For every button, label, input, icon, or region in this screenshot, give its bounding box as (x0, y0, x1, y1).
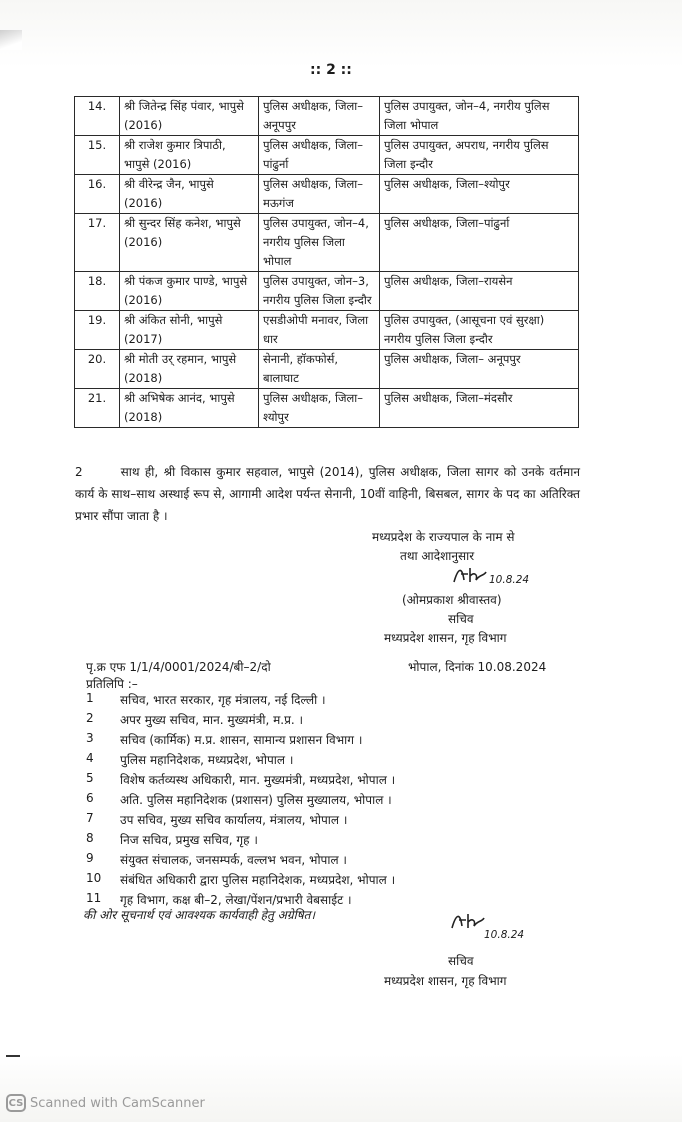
paragraph-text: साथ ही, श्री विकास कुमार सहवाल, भापुसे (2014), पुलिस अधीक्षक, जिला सागर को उनके वर्तमान कार्य के साथ–साथ अस्थाई रूप से, आगामी आदेश पर्यन्त सेनानी, 10वीं वाहिनी, बिसबल, सागर के पद का अतिरिक्त प्रभार सौंपा जाता है । (75, 465, 580, 523)
copy-recipient: पुलिस महानिदेशक, मध्यप्रदेश, भोपाल । (120, 753, 294, 767)
signature-mark-1 (452, 564, 488, 586)
copy-recipient: निज सचिव, प्रमुख सचिव, गृह । (120, 833, 258, 847)
scan-edge-mark (6, 1055, 20, 1057)
copy-number: 4 (86, 751, 94, 765)
officer-name: (ओमप्रकाश श्रीवास्तव) (402, 593, 502, 607)
posting-serial: 15. (75, 136, 120, 175)
new-post-cell: पुलिस अधीक्षक, जिला– अनूपपुर (380, 350, 579, 389)
officer-name-cell: श्री अंकित सोनी, भापुसे (2017) (120, 311, 259, 350)
posting-serial: 18. (75, 272, 120, 311)
current-post-cell: पुलिस अधीक्षक, जिला– अनूपपुर (259, 97, 380, 136)
new-post-cell: पुलिस उपायुक्त, जोन–4, नगरीय पुलिस जिला भोपाल (380, 97, 579, 136)
new-post-cell: पुलिस उपायुक्त, अपराध, नगरीय पुलिस जिला इन्दौर (380, 136, 579, 175)
copy-number: 3 (86, 731, 94, 745)
posting-serial: 21. (75, 389, 120, 428)
copy-recipient: अपर मुख्य सचिव, मान. मुख्यमंत्री, म.प्र. । (120, 713, 304, 727)
table-row (75, 97, 579, 136)
copy-recipient: अति. पुलिस महानिदेशक (प्रशासन) पुलिस मुख्यालय, भोपाल । (120, 793, 392, 807)
new-post-cell: पुलिस अधीक्षक, जिला–मंदसौर (380, 389, 579, 428)
copy-number: 7 (86, 811, 94, 825)
posting-serial: 19. (75, 311, 120, 350)
current-post-cell: पुलिस अधीक्षक, जिला–पांढुर्ना (259, 136, 380, 175)
posting-serial: 20. (75, 350, 120, 389)
copy-recipient: संयुक्त संचालक, जनसम्पर्क, वल्लभ भवन, भोपाल । (120, 853, 347, 867)
officer-name-cell: श्री राजेश कुमार त्रिपाठी, भापुसे (2016) (120, 136, 259, 175)
copy-recipient: सचिव (कार्मिक) म.प्र. शासन, सामान्य प्रशासन विभाग । (120, 733, 363, 747)
bottom-department: मध्यप्रदेश शासन, गृह विभाग (384, 974, 507, 988)
copy-number: 10 (86, 871, 102, 885)
new-post-cell: पुलिस अधीक्षक, जिला–रायसेन (380, 272, 579, 311)
reference-place-date: भोपाल, दिनांक 10.08.2024 (408, 660, 547, 674)
table-row (75, 272, 579, 311)
table-row (75, 350, 579, 389)
new-post-cell: पुलिस अधीक्षक, जिला–श्योपुर (380, 175, 579, 214)
paragraph-number: 2 (75, 465, 83, 479)
officer-designation: सचिव (448, 612, 474, 626)
camscanner-text: Scanned with CamScanner (30, 1095, 205, 1111)
current-post-cell: पुलिस अधीक्षक, जिला–मऊगंज (259, 175, 380, 214)
signature-mark-2 (450, 910, 486, 932)
paragraph-2 (75, 461, 580, 527)
copy-recipient: विशेष कर्तव्यस्थ अधिकारी, मान. मुख्यमंत्री, मध्यप्रदेश, भोपाल । (120, 773, 396, 787)
copy-number: 6 (86, 791, 94, 805)
current-post-cell: सेनानी, हॉकफोर्स, बालाघाट (259, 350, 380, 389)
postings-table-body (75, 97, 579, 428)
new-post-cell: पुलिस उपायुक्त, (आसूचना एवं सुरक्षा) नगरीय पुलिस जिला इन्दौर (380, 311, 579, 350)
copy-number: 8 (86, 831, 94, 845)
table-row (75, 311, 579, 350)
new-post-cell: पुलिस अधीक्षक, जिला–पांढुर्ना (380, 214, 579, 272)
signature-date-1: 10.8.24 (489, 574, 530, 586)
table-row (75, 214, 579, 272)
officer-name-cell: श्री अभिषेक आनंद, भापुसे (2018) (120, 389, 259, 428)
order-by-line2: तथा आदेशानुसार (400, 549, 475, 563)
page-number: :: 2 :: (310, 62, 352, 78)
order-by-line1: मध्यप्रदेश के राज्यपाल के नाम से (372, 530, 515, 544)
copy-recipient: गृह विभाग, कक्ष बी–2, लेखा/पेंशन/प्रभारी वेबसाईट । (120, 893, 352, 907)
table-row (75, 136, 579, 175)
copy-heading: प्रतिलिपि :– (86, 677, 138, 691)
camscanner-watermark (6, 1094, 205, 1112)
forward-note: की ओर सूचनार्थ एवं आवश्यक कार्यवाही हेतु अग्रेषित। (83, 908, 316, 922)
page-corner-fold (0, 30, 22, 50)
officer-name-cell: श्री वीरेन्द्र जैन, भापुसे (2016) (120, 175, 259, 214)
camscanner-logo-icon: CS (6, 1094, 26, 1112)
current-post-cell: पुलिस अधीक्षक, जिला–श्योपुर (259, 389, 380, 428)
postings-table (74, 96, 579, 428)
signature-date-2: 10.8.24 (484, 929, 525, 941)
current-post-cell: एसडीओपी मनावर, जिला धार (259, 311, 380, 350)
current-post-cell: पुलिस उपायुक्त, जोन–4, नगरीय पुलिस जिला भोपाल (259, 214, 380, 272)
copy-recipient: सचिव, भारत सरकार, गृह मंत्रालय, नई दिल्ली । (120, 693, 326, 707)
officer-name-cell: श्री मोती उर् रहमान, भापुसे (2018) (120, 350, 259, 389)
copy-number: 2 (86, 711, 94, 725)
officer-name-cell: श्री पंकज कुमार पाण्डे, भापुसे (2016) (120, 272, 259, 311)
copy-number: 11 (86, 891, 102, 905)
current-post-cell: पुलिस उपायुक्त, जोन–3, नगरीय पुलिस जिला इन्दौर (259, 272, 380, 311)
copy-number: 5 (86, 771, 94, 785)
table-row (75, 175, 579, 214)
reference-number: पृ.क्र एफ 1/1/4/0001/2024/बी–2/दो (86, 660, 271, 674)
table-row (75, 389, 579, 428)
copy-recipient: संबंधित अधिकारी द्वारा पुलिस महानिदेशक, मध्यप्रदेश, भोपाल । (120, 873, 396, 887)
bottom-designation: सचिव (448, 954, 474, 968)
officer-department: मध्यप्रदेश शासन, गृह विभाग (384, 631, 507, 645)
copy-number: 1 (86, 691, 94, 705)
posting-serial: 16. (75, 175, 120, 214)
officer-name-cell: श्री जितेन्द्र सिंह पंवार, भापुसे (2016) (120, 97, 259, 136)
officer-name-cell: श्री सुन्दर सिंह कनेश, भापुसे (2016) (120, 214, 259, 272)
posting-serial: 17. (75, 214, 120, 272)
posting-serial: 14. (75, 97, 120, 136)
copy-recipient: उप सचिव, मुख्य सचिव कार्यालय, मंत्रालय, भोपाल । (120, 813, 348, 827)
copy-number: 9 (86, 851, 94, 865)
